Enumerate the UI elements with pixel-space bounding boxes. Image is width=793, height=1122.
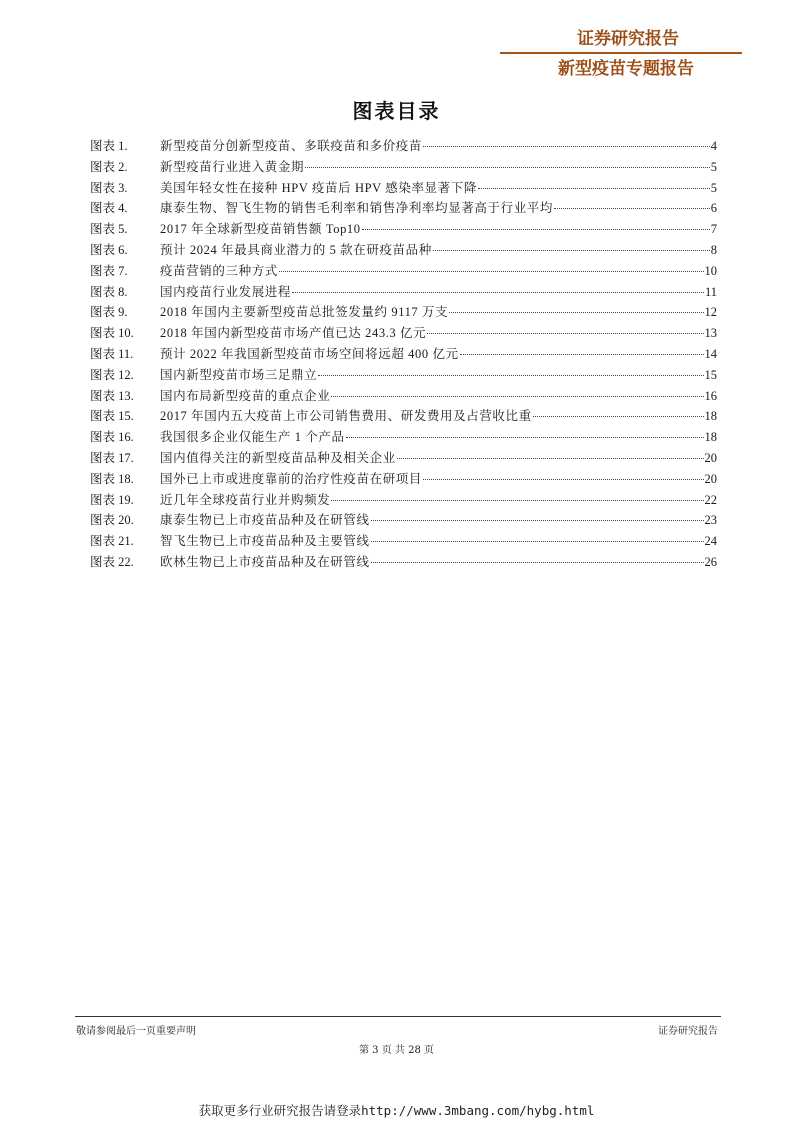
figure-list [90,136,717,573]
figure-title: 国内疫苗行业发展进程 [160,284,292,299]
report-header [500,28,742,80]
figure-label: 图表 1. [90,139,128,153]
page-indicator: 第 3 页 共 28 页 [359,1045,434,1056]
report-category: 证券研究报告 [577,29,679,49]
footer-disclaimer: 敬请参阅最后一页重要声明 [76,1026,196,1037]
figure-title: 国外已上市或进度靠前的治疗性疫苗在研项目 [160,471,423,486]
toc-entry[interactable] [90,302,717,323]
figure-label: 图表 10. [90,326,134,341]
figure-title: 近几年全球疫苗行业并购频发 [160,492,331,507]
toc-entry[interactable] [90,198,717,219]
figure-label: 图表 12. [90,367,134,382]
dot-leader [371,520,704,521]
page-number: 18 [704,430,717,445]
figure-title: 预计 2022 年我国新型疫苗市场空间将远超 400 亿元 [160,346,459,361]
figure-label: 图表 21. [90,534,134,549]
toc-entry[interactable] [90,240,717,261]
toc-title: 图表目录 [352,99,441,123]
figure-title: 新型疫苗分创新型疫苗、多联疫苗和多价疫苗 [160,139,423,153]
toc-entry[interactable] [90,157,717,178]
dot-leader [346,437,704,438]
page-number: 7 [710,222,717,237]
page-number: 6 [710,201,717,216]
toc-entry[interactable] [90,469,717,490]
toc-entry[interactable] [90,282,717,303]
dot-leader [427,333,703,334]
dot-leader [460,354,704,355]
page-number: 5 [710,180,717,195]
page-number: 14 [704,346,717,361]
page-number: 4 [710,139,717,153]
footer-divider [75,1016,721,1017]
dot-leader [423,479,703,480]
page-number: 24 [704,534,717,549]
figure-title: 2017 年国内五大疫苗上市公司销售费用、研发费用及占营收比重 [160,409,532,424]
figure-label: 图表 16. [90,430,134,445]
figure-title: 欧林生物已上市疫苗品种及在研管线 [160,554,370,569]
dot-leader [371,562,704,563]
header-divider [500,52,742,54]
dot-leader [331,396,703,397]
figure-title: 疫苗营销的三种方式 [160,263,278,278]
figure-label: 图表 13. [90,388,134,403]
toc-entry[interactable] [90,510,717,531]
page-number: 26 [704,554,717,569]
dot-leader [362,229,710,230]
toc-entry[interactable] [90,406,717,427]
toc-entry[interactable] [90,531,717,552]
dot-leader [318,375,703,376]
figure-title: 国内布局新型疫苗的重点企业 [160,388,331,403]
figure-label: 图表 18. [90,471,134,486]
figure-title: 智飞生物已上市疫苗品种及主要管线 [160,534,370,549]
figure-label: 图表 19. [90,492,134,507]
page-number: 5 [710,159,717,174]
toc-entry[interactable] [90,386,717,407]
figure-label: 图表 15. [90,409,134,424]
dot-leader [292,292,704,293]
figure-label: 图表 11. [90,346,134,361]
toc-entry[interactable] [90,219,717,240]
figure-title: 我国很多企业仅能生产 1 个产品 [160,430,345,445]
toc-entry[interactable] [90,448,717,469]
page-number: 12 [704,305,717,320]
watermark-link[interactable]: 获取更多行业研究报告请登录http://www.3mbang.com/hybg.html [198,1103,595,1118]
page-number: 23 [704,513,717,528]
figure-label: 图表 3. [90,180,128,195]
dot-leader [371,541,704,542]
toc-entry[interactable] [90,178,717,199]
figure-label: 图表 4. [90,201,128,216]
toc-entry[interactable] [90,261,717,282]
figure-title: 2018 年国内新型疫苗市场产值已达 243.3 亿元 [160,326,427,341]
figure-label: 图表 9. [90,305,128,320]
report-type: 新型疫苗专题报告 [558,59,694,79]
figure-label: 图表 20. [90,513,134,528]
dot-leader [554,208,710,209]
dot-leader [423,146,710,147]
dot-leader [397,458,704,459]
page-number: 15 [704,367,717,382]
page-number: 8 [710,242,717,257]
toc-entry[interactable] [90,427,717,448]
page-number: 18 [704,409,717,424]
figure-title: 预计 2024 年最具商业潜力的 5 款在研疫苗品种 [160,242,432,257]
dot-leader [331,500,703,501]
figure-title: 美国年轻女性在接种 HPV 疫苗后 HPV 感染率显著下降 [160,180,477,195]
figure-title: 2017 年全球新型疫苗销售额 Top10 [160,222,361,237]
figure-title: 2018 年国内主要新型疫苗总批签发量约 9117 万支 [160,305,449,320]
page-number: 20 [704,471,717,486]
page-number: 16 [704,388,717,403]
figure-label: 图表 7. [90,263,128,278]
figure-label: 图表 2. [90,159,128,174]
figure-title: 新型疫苗行业进入黄金期 [160,159,305,174]
figure-label: 图表 5. [90,222,128,237]
toc-entry[interactable] [90,490,717,511]
toc-entry[interactable] [90,323,717,344]
page-number: 13 [704,326,717,341]
page-number: 20 [704,450,717,465]
footer-category: 证券研究报告 [658,1026,718,1037]
page-number: 22 [704,492,717,507]
toc-entry[interactable] [90,136,717,157]
dot-leader [305,167,710,168]
figure-title: 国内新型疫苗市场三足鼎立 [160,367,318,382]
dot-leader [478,188,710,189]
dot-leader [533,416,704,417]
dot-leader [449,312,703,313]
figure-label: 图表 17. [90,450,134,465]
toc-entry[interactable] [90,365,717,386]
figure-title: 国内值得关注的新型疫苗品种及相关企业 [160,450,396,465]
page-number: 10 [704,263,717,278]
toc-entry[interactable] [90,344,717,365]
figure-title: 康泰生物、智飞生物的销售毛利率和销售净利率均显著高于行业平均 [160,201,554,216]
figure-label: 图表 8. [90,284,128,299]
dot-leader [279,271,704,272]
figure-title: 康泰生物已上市疫苗品种及在研管线 [160,513,370,528]
page-number: 11 [704,284,717,299]
dot-leader [433,250,710,251]
figure-label: 图表 22. [90,554,134,569]
toc-entry[interactable] [90,552,717,573]
figure-label: 图表 6. [90,242,128,257]
